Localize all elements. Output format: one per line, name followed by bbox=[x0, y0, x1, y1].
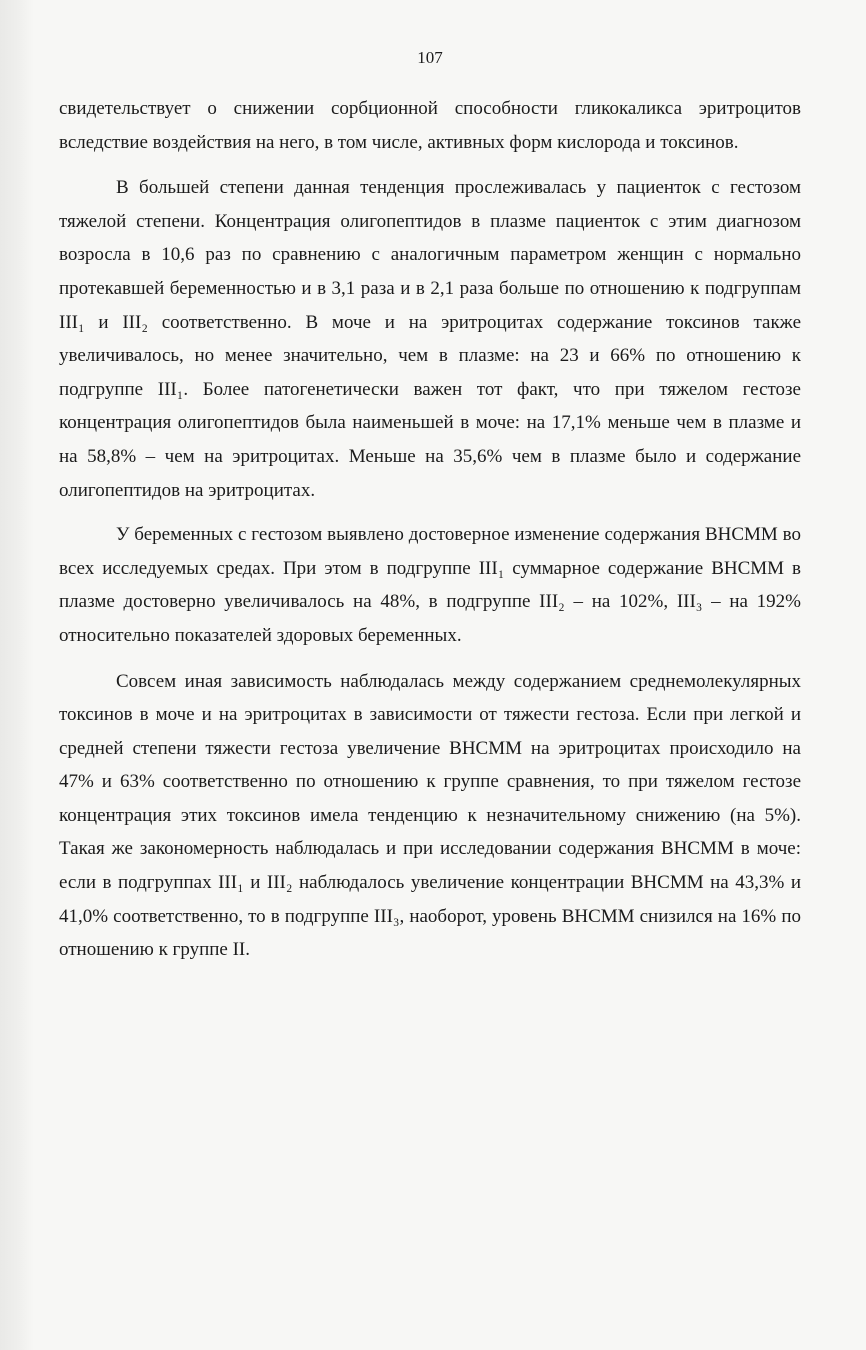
paragraph-continued: свидетельствует о снижении сорбционной способности гликокаликса эритроцитов вследствие воздействия на него, в том числе, активных форм кислорода и токсинов. bbox=[59, 98, 801, 153]
paragraph-vnsmm-urine-erythrocytes: Совсем иная зависимость наблюдалась между содержанием среднемолекулярных токсинов в моче и на эритроцитах в зависимости от тяжести гестоза. Если при легкой и средней степени тяжести гестоза увеличение ВНСММ на эритроцитах происходило на 47% и 63% соответственно по отношению к группе сравнения, то при тяжелом гестозе концентрация этих токсинов имела тенденцию к незначительному снижению (на 5%). Такая же закономерность наблюдалась и при исследовании содержания ВНСММ в моче: если в подгруппах III₁ и III₂ наблюдалось увеличение концентрации ВНСММ на 43,3% и 41,0% соответственно, то в подгруппе III₃, наоборот, уровень ВНСММ снизился на 16% по отношению к группе II. bbox=[59, 670, 801, 961]
scan-edge-shadow bbox=[0, 0, 34, 1350]
page-number: 107 bbox=[417, 48, 443, 67]
document-body bbox=[59, 92, 801, 967]
paragraph-oligopeptides: В большей степени данная тенденция прослеживалась у пациенток с гестозом тяжелой степени. Концентрация олигопептидов в плазме пациенток с этим диагнозом возросла в 10,6 раз по сравнению с аналогичным параметром женщин с нормально протекавшей беременностью и в 3,1 раза и в 2,1 раза больше по отношению к подгруппам III₁ и III₂ соответственно. В моче и на эритроцитах содержание токсинов также увеличивалось, но менее значительно, чем в плазме: на 23 и 66% по отношению к подгруппе III₁. Более патогенетически важен тот факт, что при тяжелом гестозе концентрация олигопептидов была наименьшей в моче: на 17,1% меньше чем в плазме и на 58,8% – чем на эритроцитах. Меньше на 35,6% чем в плазме было и содержание олигопептидов на эритроцитах. bbox=[59, 177, 801, 501]
paragraph-vnsmm-plasma: У беременных с гестозом выявлено достоверное изменение содержания ВНСММ во всех исследуемых средах. При этом в подгруппе III₁ суммарное содержание ВНСММ в плазме достоверно увеличивалось на 48%, в подгруппе III₂ – на 102%, III₃ – на 192% относительно показателей здоровых беременных. bbox=[59, 524, 801, 646]
